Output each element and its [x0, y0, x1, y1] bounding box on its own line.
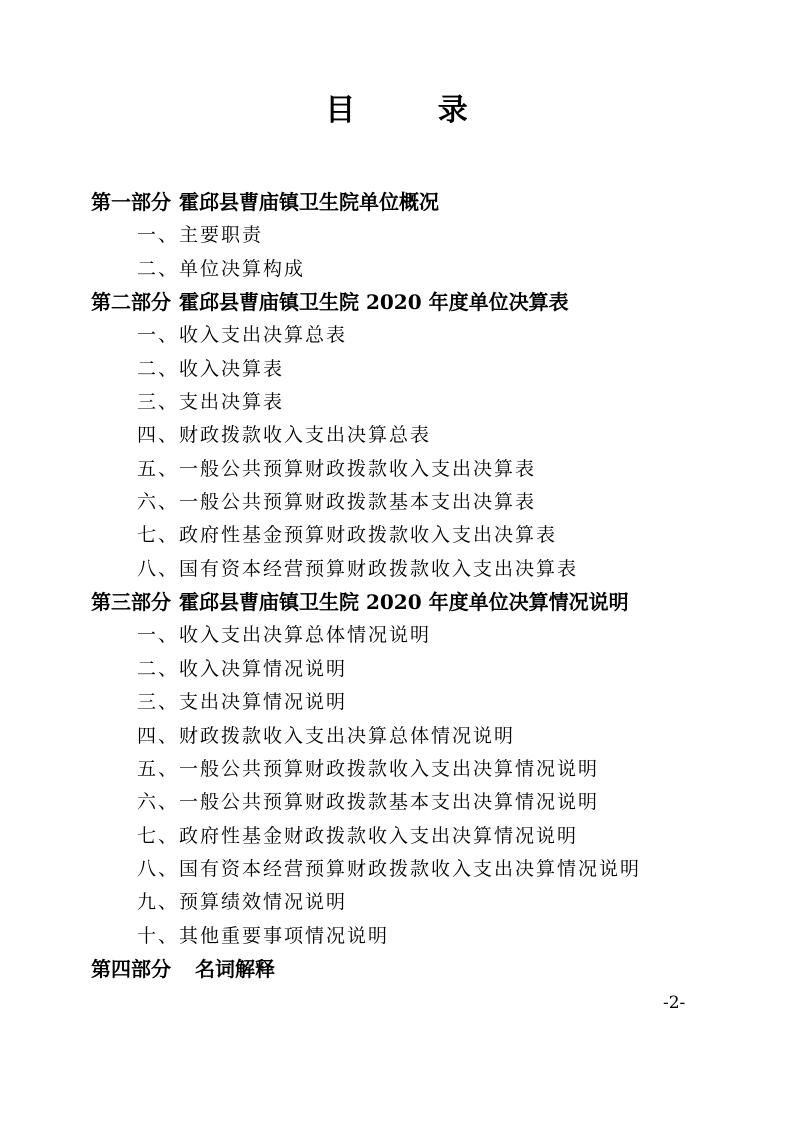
- section-part-label: 第四部分: [91, 956, 171, 981]
- toc-item: 四、财政拨款收入支出决算总体情况说明: [137, 724, 516, 747]
- section-title: 霍邱县曹庙镇卫生院单位概况: [179, 190, 439, 214]
- toc-item: 七、政府性基金财政拨款收入支出决算情况说明: [137, 824, 579, 847]
- toc-item: 六、一般公共预算财政拨款基本支出决算情况说明: [137, 791, 600, 814]
- toc-item: 八、国有资本经营预算财政拨款收入支出决算表: [137, 557, 579, 580]
- toc-item: 七、政府性基金预算财政拨款收入支出决算表: [137, 524, 558, 547]
- toc-item: 十、其他重要事项情况说明: [137, 924, 390, 947]
- toc-item: 三、支出决算情况说明: [137, 691, 348, 714]
- page-number: -2-: [663, 993, 686, 1013]
- toc-section-3: [91, 586, 731, 619]
- section-title: 名词解释: [195, 956, 275, 981]
- toc-item: 一、收入支出决算总体情况说明: [137, 624, 432, 647]
- toc-item: 九、预算绩效情况说明: [137, 891, 348, 914]
- section-title: 霍邱县曹庙镇卫生院 2020 年度单位决算情况说明: [179, 590, 629, 615]
- section-part-label: 第一部分: [91, 190, 171, 214]
- table-of-contents: [91, 186, 731, 986]
- page-title: 目 录: [325, 93, 504, 128]
- toc-item: 八、国有资本经营预算财政拨款收入支出决算情况说明: [137, 857, 642, 880]
- toc-item: 三、支出决算表: [137, 391, 285, 414]
- toc-item: 四、财政拨款收入支出决算总表: [137, 424, 432, 447]
- toc-item: 五、一般公共预算财政拨款收入支出决算情况说明: [137, 757, 600, 780]
- toc-item: 一、主要职责: [137, 224, 264, 247]
- toc-item: 六、一般公共预算财政拨款基本支出决算表: [137, 491, 537, 514]
- toc-item: 二、单位决算构成: [137, 257, 306, 280]
- toc-section-1: [91, 186, 731, 219]
- toc-item: 二、收入决算情况说明: [137, 657, 348, 680]
- section-title: 霍邱县曹庙镇卫生院 2020 年度单位决算表: [179, 290, 569, 315]
- toc-item: 二、收入决算表: [137, 357, 285, 380]
- toc-item: 五、一般公共预算财政拨款收入支出决算表: [137, 457, 537, 480]
- toc-item: 一、收入支出决算总表: [137, 324, 348, 347]
- toc-section-2: [91, 286, 731, 319]
- section-part-label: 第二部分: [91, 290, 171, 315]
- section-part-label: 第三部分: [91, 590, 171, 615]
- toc-section-4: [91, 953, 731, 986]
